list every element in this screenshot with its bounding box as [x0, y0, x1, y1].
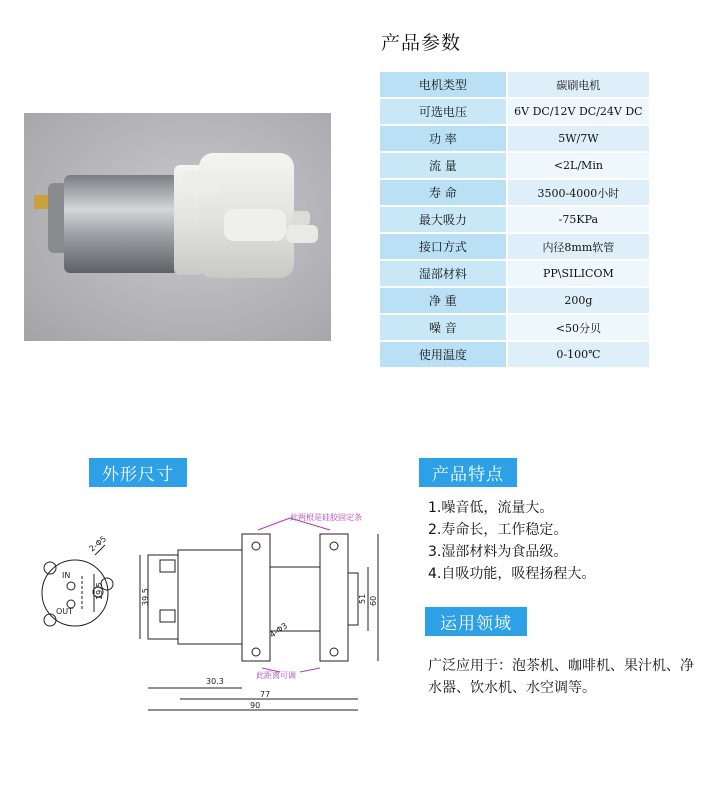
pump-clip-bottom [224, 209, 286, 241]
features-heading: 产品特点 [419, 458, 517, 487]
spec-key: 净 重 [380, 287, 507, 314]
application-text: 广泛应用于：泡茶机、咖啡机、果汁机、净水器、饮水机、水空调等。 [428, 658, 694, 696]
spec-key: 使用温度 [380, 341, 507, 368]
feature-item: 1.噪音低，流量大。 [428, 500, 554, 516]
label-hole: 2-Φ5 [87, 534, 109, 554]
inlet-nozzle [292, 211, 310, 225]
spec-key: 接口方式 [380, 233, 507, 260]
spec-key: 流 量 [380, 152, 507, 179]
spec-row [380, 125, 649, 152]
side-inlet-block [148, 555, 178, 639]
pump-image [24, 113, 331, 341]
spec-row [380, 314, 649, 341]
product-photo [24, 113, 331, 341]
spec-row [380, 98, 649, 125]
spec-key: 电机类型 [380, 72, 507, 98]
spec-key: 寿 命 [380, 179, 507, 206]
feature-item: 3.湿部材料为食品级。 [428, 544, 568, 560]
side-clip-left [242, 534, 270, 661]
side-pump-body [178, 550, 242, 644]
dimensions-heading: 外形尺寸 [89, 458, 187, 487]
label-hole2: 4-Φ3 [267, 621, 290, 640]
label-note-bottom: 此距离可调 [256, 671, 296, 680]
spec-key: 湿部材料 [380, 260, 507, 287]
spec-row [380, 287, 649, 314]
spec-value: 6V DC/12V DC/24V DC [507, 98, 649, 125]
spec-value: PP\SILICOM [507, 260, 649, 287]
side-motor [270, 567, 320, 631]
label-30-3: 30.3 [206, 677, 224, 686]
motor-terminal [34, 195, 50, 209]
feature-item: 2.寿命长，工作稳定。 [428, 522, 568, 538]
spec-value: 碳刷电机 [507, 72, 649, 98]
label-in: IN [62, 571, 71, 580]
spec-value: -75KPa [507, 206, 649, 233]
in-port-hole [67, 582, 75, 590]
feature-item: 4.自吸功能，吸程扬程大。 [428, 566, 596, 582]
spec-row [380, 206, 649, 233]
spec-value: 3500-4000小时 [507, 179, 649, 206]
spec-row [380, 341, 649, 368]
label-90: 90 [250, 701, 261, 710]
label-60: 60 [369, 595, 378, 606]
side-endcap [348, 573, 358, 625]
spec-value: <2L/Min [507, 152, 649, 179]
spec-key: 功 率 [380, 125, 507, 152]
spec-key: 可选电压 [380, 98, 507, 125]
spec-row [380, 260, 649, 287]
spec-table [380, 72, 649, 369]
label-19-5: 19.5 [95, 582, 104, 600]
spec-key: 噪 音 [380, 314, 507, 341]
spec-row [380, 72, 649, 98]
application-heading: 运用领域 [425, 607, 527, 636]
label-77: 77 [260, 690, 271, 699]
spec-value: 0-100℃ [507, 341, 649, 368]
pump-clip-top [182, 171, 222, 193]
spec-value: 内径8mm软管 [507, 233, 649, 260]
spec-key: 最大吸力 [380, 206, 507, 233]
spec-value: 5W/7W [507, 125, 649, 152]
outlet-nozzle [286, 225, 318, 243]
spec-row [380, 152, 649, 179]
spec-value: 200g [507, 287, 649, 314]
label-39-5: 39.5 [141, 588, 150, 606]
dimension-drawing [0, 500, 400, 725]
spec-value: <50分贝 [507, 314, 649, 341]
spec-title: 产品参数 [381, 32, 462, 54]
spec-row [380, 179, 649, 206]
features-list [428, 497, 595, 585]
side-clip-right [320, 534, 348, 661]
end-view-lug-2 [44, 614, 56, 626]
spec-row [380, 233, 649, 260]
label-51: 51 [358, 593, 367, 604]
label-note-top: 此两根是硅胶固定条 [290, 513, 362, 522]
motor-body [64, 175, 179, 273]
label-out: OUT [56, 607, 74, 616]
